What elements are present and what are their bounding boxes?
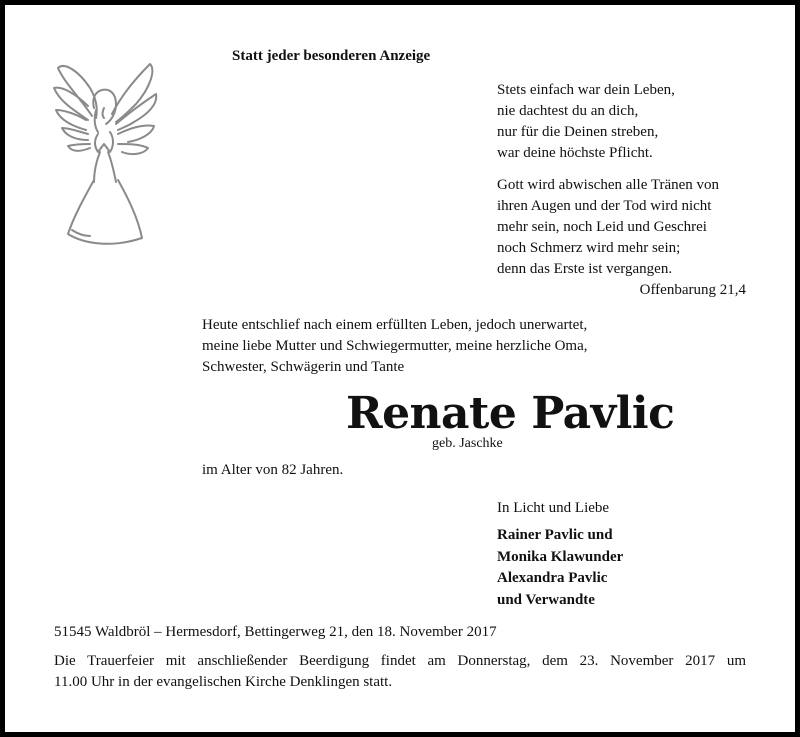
verse-line: noch Schmerz wird mehr sein; <box>497 240 681 256</box>
poem-line: war deine höchste Pflicht. <box>497 145 653 161</box>
deceased-name: Renate Pavlic <box>346 388 675 439</box>
mourner-name: Monika Klawunder <box>497 548 624 565</box>
verse-line: ihren Augen und der Tod wird nicht <box>497 198 712 214</box>
poem-line: Stets einfach war dein Leben, <box>497 82 675 98</box>
funeral-details-line: Die Trauerfeier mit anschließender Beerdigung findet am Donnerstag, dem 23. November 2017 um <box>54 653 746 669</box>
mourner-name: Alexandra Pavlic <box>497 570 608 586</box>
address-date-line: 51545 Waldbröl – Hermesdorf, Bettingerweg 21, den 18. November 2017 <box>54 624 497 640</box>
announcement-line: Schwester, Schwägerin und Tante <box>202 359 405 375</box>
closing-phrase: In Licht und Liebe <box>497 500 610 516</box>
notice-heading: Statt jeder besonderen Anzeige <box>232 48 431 64</box>
mourners-list <box>497 525 623 611</box>
age-text: im Alter von 82 Jahren. <box>202 462 344 478</box>
mourner-name: Rainer Pavlic und <box>497 527 613 543</box>
poem-line: nie dachtest du an dich, <box>497 103 639 119</box>
mourner-name: und Verwandte <box>497 591 595 608</box>
poem-line: nur für die Deinen streben, <box>497 124 659 140</box>
announcement-text <box>202 315 588 378</box>
angel-icon <box>50 48 162 254</box>
bible-verse-block <box>497 175 757 280</box>
maiden-name: geb. Jaschke <box>432 436 503 451</box>
announcement-line: meine liebe Mutter und Schwiegermutter, meine herzliche Oma, <box>202 338 588 354</box>
verse-citation: Offenbarung 21,4 <box>639 282 746 298</box>
poem-block <box>497 80 757 164</box>
verse-line: mehr sein, noch Leid und Geschrei <box>497 219 707 235</box>
verse-line: denn das Erste ist vergangen. <box>497 261 673 277</box>
funeral-details-line: 11.00 Uhr in der evangelischen Kirche Denklingen statt. <box>54 674 393 690</box>
announcement-line: Heute entschlief nach einem erfüllten Leben, jedoch unerwartet, <box>202 317 588 333</box>
verse-line: Gott wird abwischen alle Tränen von <box>497 177 720 193</box>
funeral-details <box>54 651 746 693</box>
